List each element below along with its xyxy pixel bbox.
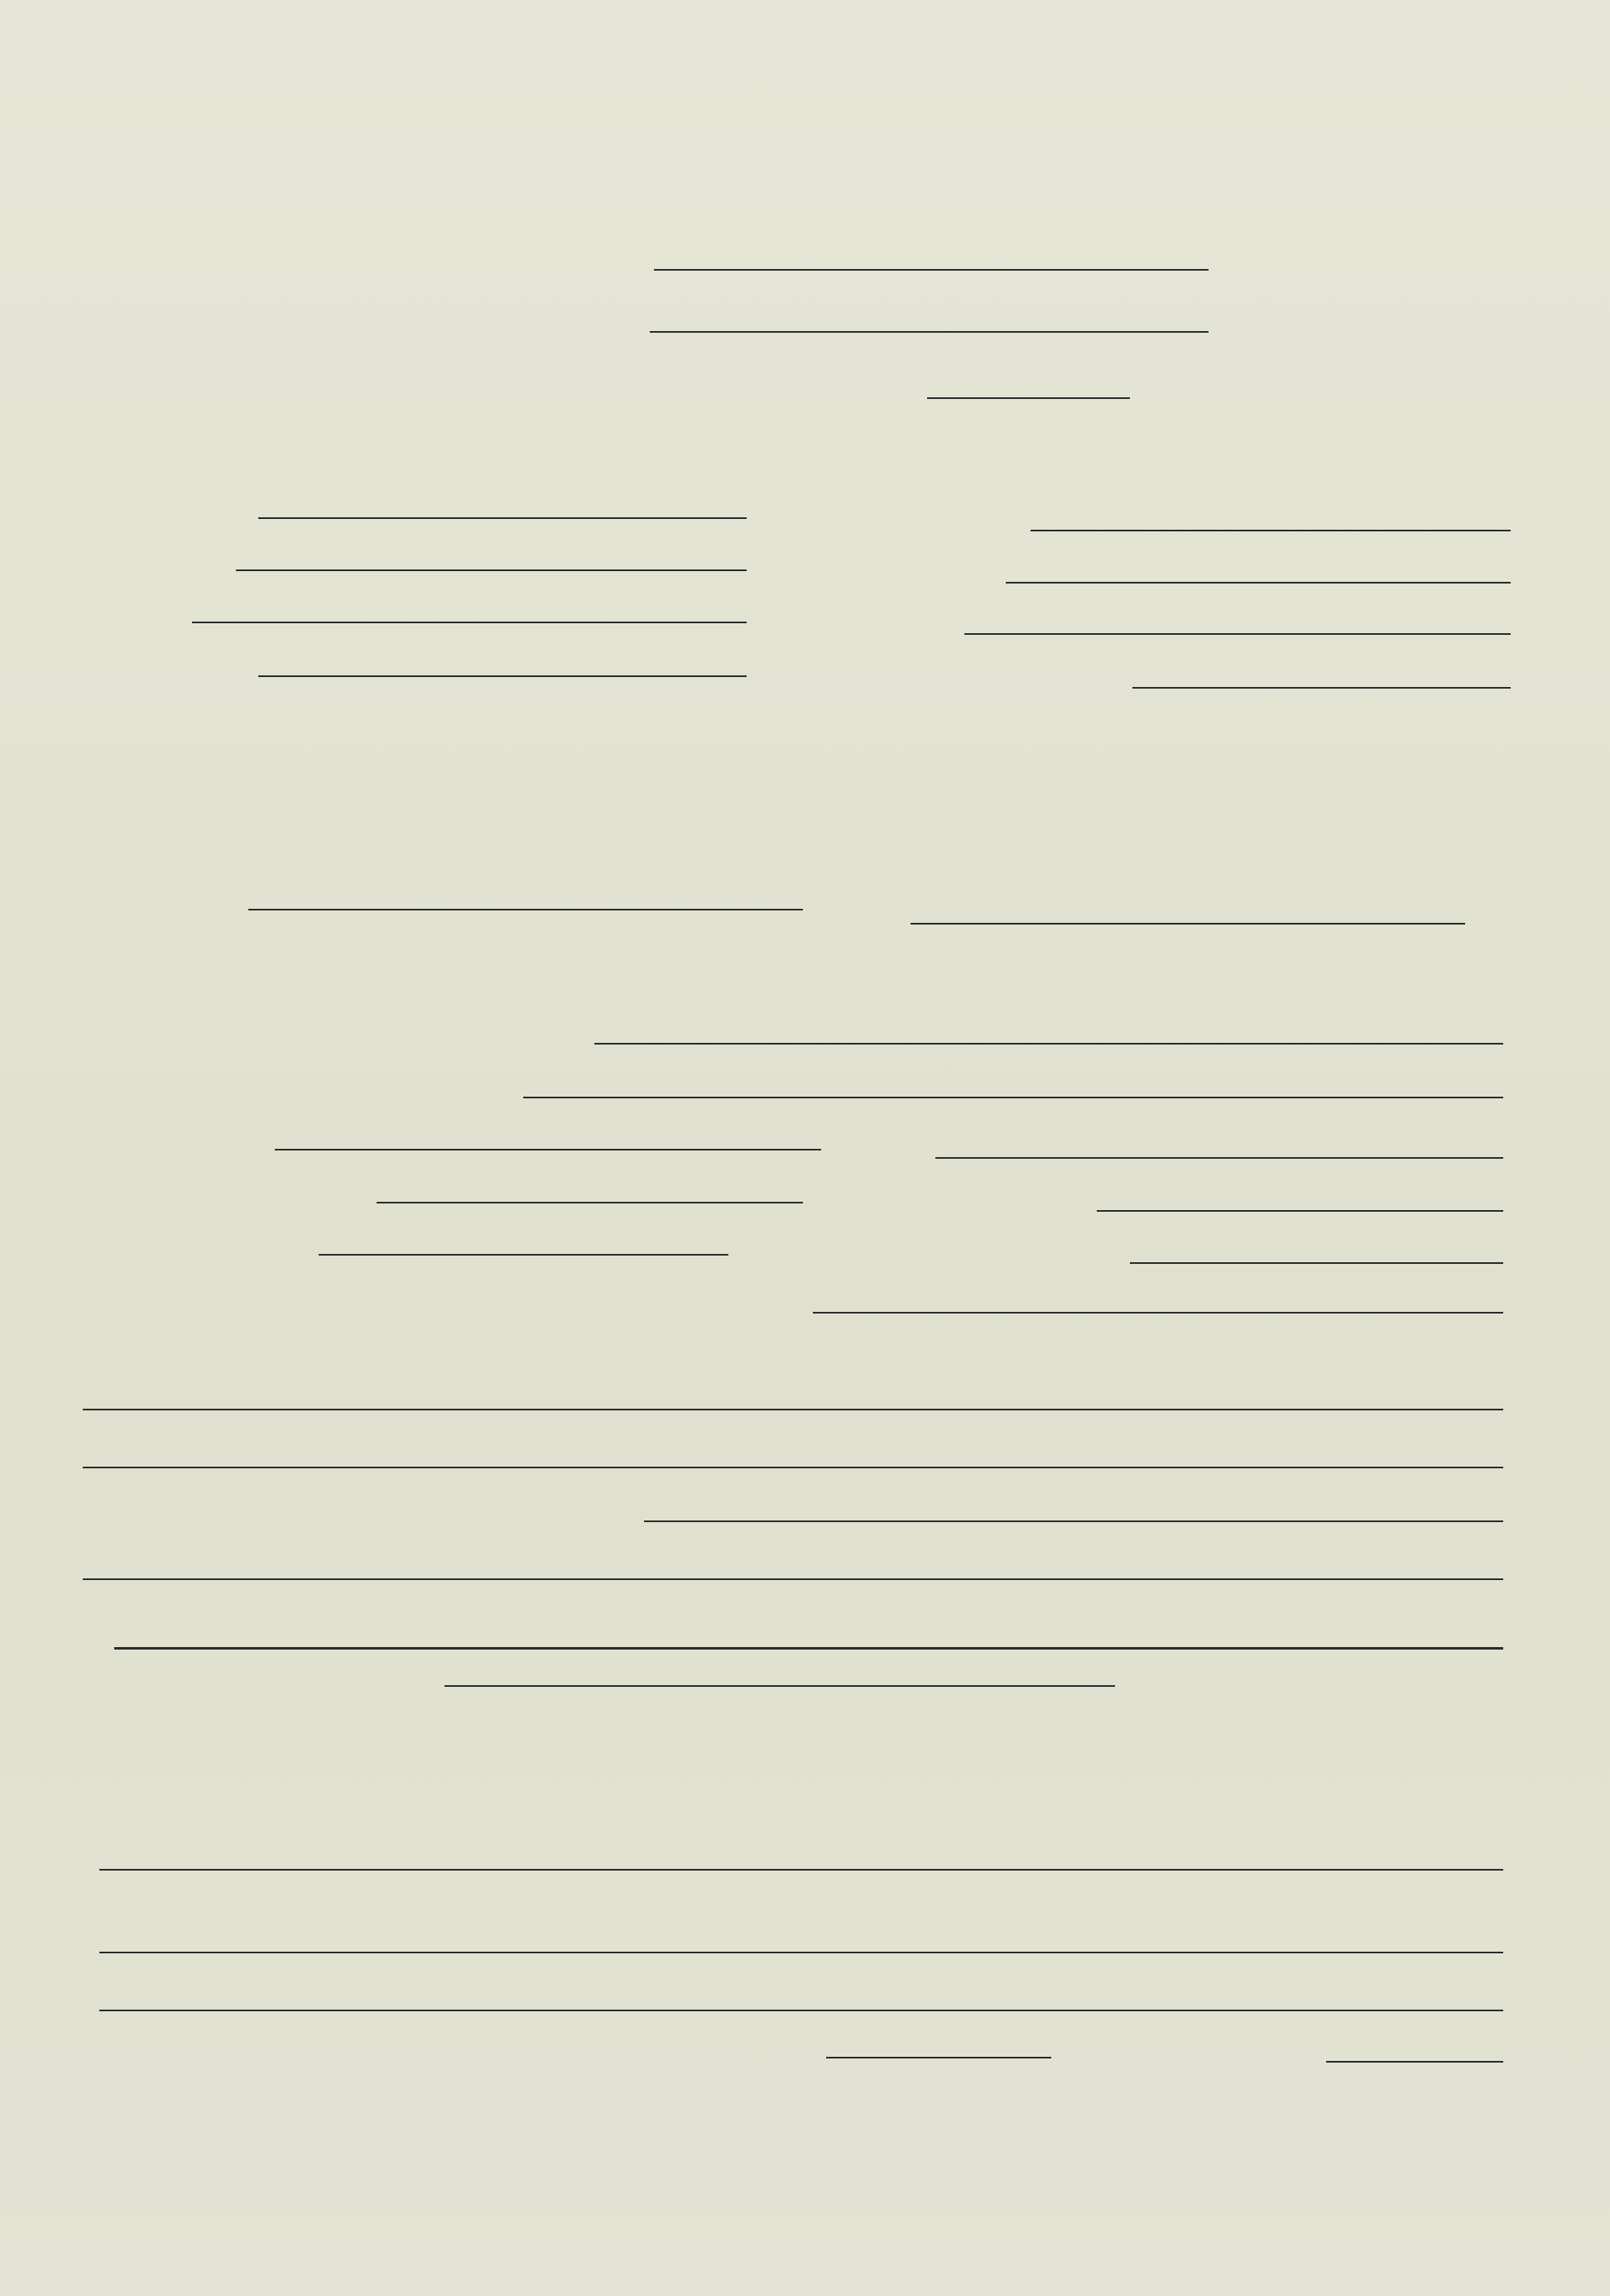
- table-header-rule: [99, 1869, 1503, 1871]
- oblasti-line: [248, 909, 803, 910]
- ticket-line: [927, 397, 1130, 399]
- field-13-line-a: [826, 2057, 1051, 2058]
- field-11-line: [644, 1520, 1503, 1522]
- departure-line: [654, 269, 1209, 271]
- field-2-line: [523, 1097, 1503, 1098]
- origin-raion-line: [236, 569, 747, 571]
- field-7-line: [319, 1254, 728, 1256]
- field-4-line: [935, 1157, 1503, 1159]
- field-5-line: [377, 1202, 803, 1203]
- raion-request-line: [911, 923, 1465, 925]
- livestock-group-rule: [703, 1685, 1115, 1687]
- field-8-line: [1130, 1262, 1503, 1264]
- origin-kolhosp-line: [258, 675, 747, 677]
- settlement-kolhosp-line: [1132, 687, 1511, 689]
- table-top-rule: [114, 1647, 1503, 1650]
- origin-selo-line: [192, 622, 747, 623]
- table-total-rule: [99, 1952, 1503, 1953]
- settlement-raion-line: [1006, 582, 1511, 584]
- field-9-line: [813, 1312, 1503, 1314]
- field-13-line-b: [1326, 2061, 1503, 2063]
- origin-oblast-line: [258, 517, 747, 519]
- field-10-line-1: [83, 1409, 1503, 1410]
- settlement-selo-line: [964, 633, 1511, 635]
- settlement-oblast-line: [1031, 530, 1511, 531]
- field-11-line-2: [83, 1578, 1503, 1580]
- field-10-line-2: [83, 1467, 1503, 1468]
- destination-line: [650, 331, 1209, 333]
- field-3-line: [275, 1149, 821, 1150]
- timber-group-rule: [445, 1685, 703, 1687]
- field-1-line: [594, 1043, 1503, 1045]
- field-6-line: [1097, 1210, 1503, 1212]
- table-bottom-rule: [99, 2010, 1503, 2011]
